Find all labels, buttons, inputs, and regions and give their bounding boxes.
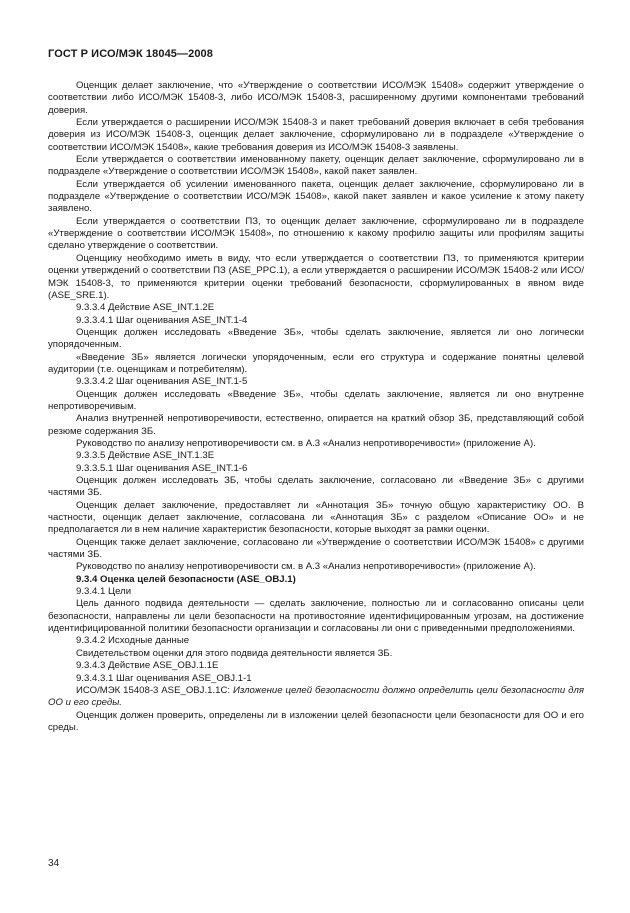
paragraph: Руководство по анализу непротиворечивости см. в А.3 «Анализ непротиворечивости» (приложение А). — [76, 437, 536, 449]
paragraph: Оценщик должен проверить, определены ли в изложении целей безопасности цели безопасности для ОО и его среды. — [48, 709, 584, 733]
paragraph: Свидетельством оценки для этого подвида деятельности является ЗБ. — [76, 647, 393, 659]
paragraph: Руководство по анализу непротиворечивости см. в А.3 «Анализ непротиворечивости» (приложение А). — [76, 561, 536, 573]
section-heading: 9.3.3.4 Действие ASE_INT.1.2E — [76, 302, 215, 314]
section-heading: 9.3.4.2 Исходные данные — [76, 635, 190, 647]
section-heading: 9.3.3.4.2 Шаг оценивания ASE_INT.1-5 — [76, 376, 248, 388]
section-heading: 9.3.4.3 Действие ASE_OBJ.1.1E — [76, 660, 219, 672]
page-number: 34 — [48, 858, 60, 869]
section-heading: 9.3.3.5.1 Шаг оценивания ASE_INT.1-6 — [76, 462, 248, 474]
requirement-id: ИСО/МЭК 15408-3 ASE_OBJ.1.1C: — [76, 684, 234, 696]
section-heading: 9.3.4.3.1 Шаг оценивания ASE_OBJ.1-1 — [76, 672, 252, 684]
paragraph: Если утверждается об усилении именованного пакета, оценщик делает заключение, сформулировано ли в подразделе «Утверждение о соответствии ИСО/МЭК 15408», какой пакет заявлен и какое усиление к этому пакету заявлено. — [48, 178, 584, 215]
paragraph: Оценщику необходимо иметь в виду, что если утверждается о соответствии ПЗ, то применяются критерии оценки утверждений о соответствии ПЗ (ASE_PPC.1), а если утверждается о расширении ИСО/МЭК 15408-2 или ИСО/МЭК 15408-3, то применяются критерии оценки требований безопасности, сформулированных в явном виде (ASE_SRE.1). — [48, 252, 584, 301]
paragraph: «Введение ЗБ» является логически упорядоченным, если его структура и содержание понятны целевой аудитории (т.е. оценщикам и потребителям). — [48, 351, 584, 375]
paragraph: Если утверждается о расширении ИСО/МЭК 15408-3 и пакет требований доверия включает в себя требования доверия из ИСО/МЭК 15408-3, оценщик делает заключение, сформулировано ли в подразделе «Утверждение о соответствии ИСО/МЭК 15408», какие требования доверия из ИСО/МЭК 15408-3 заявлены. — [48, 117, 584, 153]
paragraph: Оценщик должен исследовать «Введение ЗБ», чтобы сделать заключение, является ли оно логически упорядоченным. — [48, 326, 584, 351]
paragraph: Цель данного подвида деятельности — сделать заключение, полностью ли и согласованно описаны цели безопасности, направлены ли цели безопасности на противостояние идентифицированным угрозам, на достижение идентифицированной политики безопасности организации и согласованы ли они с приведенными предположениями. — [48, 598, 584, 635]
paragraph: Если утверждается о соответствии именованному пакету, оценщик делает заключение, сформулировано ли в подразделе «Утверждение о соответствии ИСО/МЭК 15408», какой пакет заявлен. — [48, 154, 584, 178]
paragraph: Оценщик также делает заключение, согласовано ли «Утверждение о соответствии ИСО/МЭК 15408» с другими частями ЗБ. — [48, 536, 584, 561]
section-heading: 9.3.3.5 Действие ASE_INT.1.3E — [76, 450, 215, 462]
section-heading-bold: 9.3.4 Оценка целей безопасности (ASE_OBJ.1) — [76, 573, 296, 585]
paragraph: Оценщик должен исследовать ЗБ, чтобы сделать заключение, согласовано ли «Введение ЗБ» с другими частями ЗБ. — [48, 475, 584, 499]
requirement-paragraph — [48, 685, 584, 710]
paragraph: Если утверждается о соответствии ПЗ, то оценщик делает заключение, сформулировано ли в подразделе «Утверждение о соответствии ИСО/МЭК 15408», по отношению к какому профилю защиты или профилям защиты сделано утверждение о соответствии. — [48, 215, 584, 252]
paragraph: Анализ внутренней непротиворечивости, естественно, опирается на краткий обзор ЗБ, представляющий собой резюме содержания ЗБ. — [48, 413, 584, 437]
page-header-title: ГОСТ Р ИСО/МЭК 18045—2008 — [48, 48, 213, 60]
requirement-text: Изложение целей безопасности должно определить цели безопасности для ОО и его среды. — [48, 684, 584, 709]
section-heading: 9.3.3.4.1 Шаг оценивания ASE_INT.1-4 — [76, 314, 248, 326]
document-body — [48, 80, 584, 734]
paragraph: Оценщик делает заключение, что «Утверждение о соответствии ИСО/МЭК 15408» содержит утверждение о соответствии либо ИСО/МЭК 15408-3, либо ИСО/МЭК 15408-3, расширенному другими компонентами требований доверия. — [48, 80, 584, 116]
paragraph: Оценщик делает заключение, предоставляет ли «Аннотация ЗБ» точную общую характеристику ОО. В частности, оценщик делает заключение, согласована ли «Аннотация ЗБ» с разделом «Описание ОО» и не предполагается ли в нем наличие характеристик безопасности, которые выходят за рамки оценки. — [48, 499, 584, 536]
section-heading: 9.3.4.1 Цели — [76, 586, 132, 598]
paragraph: Оценщик должен исследовать «Введение ЗБ», чтобы сделать заключение, является ли оно внутренне непротиворечивым. — [48, 388, 584, 412]
